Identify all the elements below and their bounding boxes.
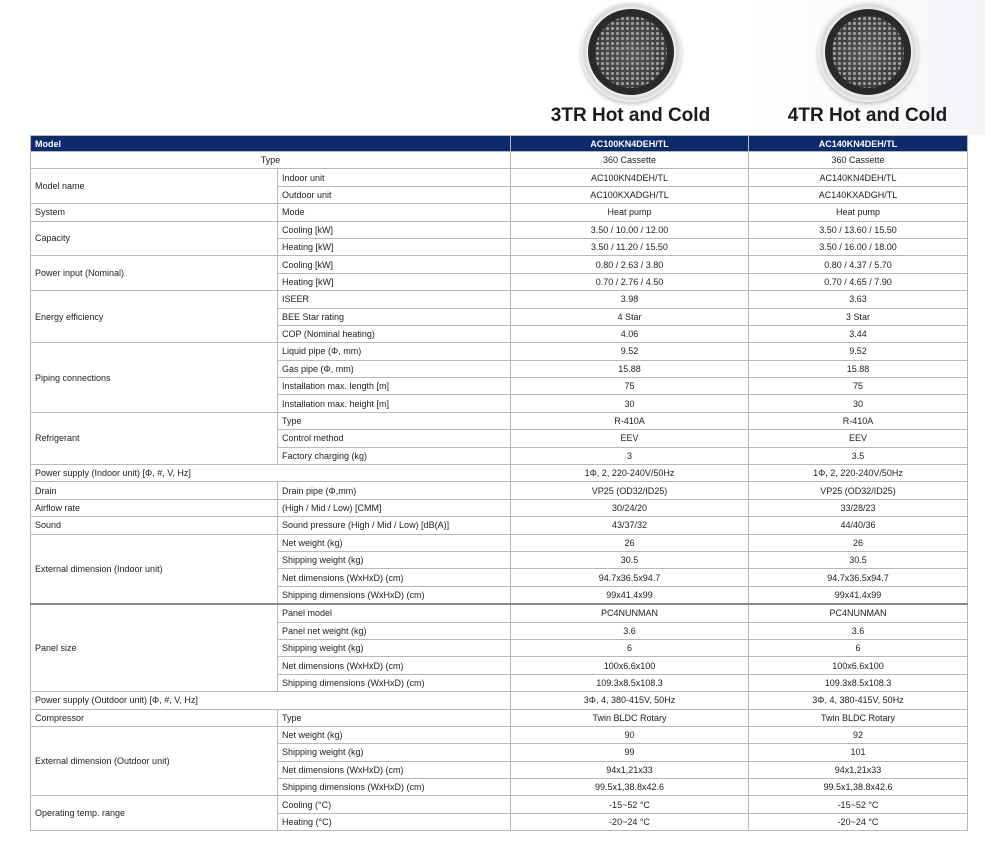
- value-cell: PC4NUNMAN: [749, 604, 968, 622]
- value-cell: 94.7x36.5x94.7: [511, 569, 749, 586]
- subcategory-cell: Panel net weight (kg): [278, 622, 511, 639]
- value-cell: 0.70 / 2.76 / 4.50: [511, 273, 749, 290]
- value-cell: 90: [511, 726, 749, 743]
- table-row: [31, 499, 968, 516]
- value-cell: 3Φ, 4, 380-415V, 50Hz: [511, 692, 749, 709]
- value-cell: 44/40/36: [749, 517, 968, 534]
- value-cell: 1Φ, 2, 220-240V/50Hz: [511, 465, 749, 482]
- value-cell: 100x6.6x100: [511, 657, 749, 674]
- subcategory-cell: Control method: [278, 430, 511, 447]
- table-row: [31, 256, 968, 273]
- value-cell: 33/28/23: [749, 499, 968, 516]
- table-row: [31, 796, 968, 813]
- product-title: 3TR Hot and Cold: [550, 105, 711, 126]
- category-cell: System: [31, 204, 278, 221]
- value-cell: 3.6: [749, 622, 968, 639]
- subcategory-cell: Installation max. height [m]: [278, 395, 511, 412]
- value-cell: 3.63: [749, 291, 968, 308]
- subcategory-cell: Sound pressure (High / Mid / Low) [dB(A)]: [278, 517, 511, 534]
- category-cell: Piping connections: [31, 343, 278, 413]
- value-cell: 3.50 / 10.00 / 12.00: [511, 221, 749, 238]
- value-cell: 99x41.4x99: [749, 586, 968, 604]
- table-row: [31, 204, 968, 221]
- category-cell: Power supply (Indoor unit) [Φ, #, V, Hz]: [31, 465, 511, 482]
- spec-table-body: [31, 152, 968, 831]
- value-cell: -15~52 °C: [749, 796, 968, 813]
- table-row: [31, 709, 968, 726]
- model-1-header: AC100KN4DEH/TL: [511, 136, 749, 152]
- subcategory-cell: Net weight (kg): [278, 534, 511, 551]
- subcategory-cell: Shipping weight (kg): [278, 639, 511, 656]
- model-header: Model: [31, 136, 511, 152]
- value-cell: AC140KXADGH/TL: [749, 186, 968, 203]
- value-cell: AC100KN4DEH/TL: [511, 169, 749, 186]
- table-row: [31, 343, 968, 360]
- subcategory-cell: Cooling [kW]: [278, 256, 511, 273]
- subcategory-cell: Heating [kW]: [278, 273, 511, 290]
- value-cell: Twin BLDC Rotary: [511, 709, 749, 726]
- subcategory-cell: Heating [kW]: [278, 238, 511, 255]
- table-row: [31, 412, 968, 429]
- category-cell: Model name: [31, 169, 278, 204]
- value-cell: EEV: [749, 430, 968, 447]
- value-cell: 3: [511, 447, 749, 464]
- value-cell: 3Φ, 4, 380-415V, 50Hz: [749, 692, 968, 709]
- value-cell: Heat pump: [749, 204, 968, 221]
- value-cell: 9.52: [749, 343, 968, 360]
- value-cell: 30.5: [749, 551, 968, 568]
- subcategory-cell: BEE Star rating: [278, 308, 511, 325]
- value-cell: EEV: [511, 430, 749, 447]
- table-row: [31, 534, 968, 551]
- subcategory-cell: Type: [278, 412, 511, 429]
- category-cell: External dimension (Outdoor unit): [31, 726, 278, 796]
- category-cell: Airflow rate: [31, 499, 278, 516]
- value-cell: 109.3x8.5x108.3: [511, 674, 749, 691]
- value-cell: 4.06: [511, 325, 749, 342]
- value-cell: 26: [749, 534, 968, 551]
- value-cell: 0.80 / 4.37 / 5.70: [749, 256, 968, 273]
- value-cell: -20~24 °C: [749, 813, 968, 830]
- table-row: [31, 726, 968, 743]
- spec-table: [30, 135, 968, 831]
- category-cell: Power input (Nominal): [31, 256, 278, 291]
- value-cell: 30: [511, 395, 749, 412]
- table-header-row: [31, 136, 968, 152]
- value-cell: -15~52 °C: [511, 796, 749, 813]
- value-cell: 3 Star: [749, 308, 968, 325]
- subcategory-cell: ISEER: [278, 291, 511, 308]
- subcategory-cell: Type: [278, 709, 511, 726]
- value-cell: 99x41.4x99: [511, 586, 749, 604]
- subcategory-cell: Panel model: [278, 604, 511, 622]
- value-cell: 94x1,21x33: [749, 761, 968, 778]
- value-cell: 360 Cassette: [749, 152, 968, 169]
- table-row: [31, 152, 968, 169]
- category-cell: Operating temp. range: [31, 796, 278, 831]
- value-cell: 75: [749, 378, 968, 395]
- subcategory-cell: Gas pipe (Φ, mm): [278, 360, 511, 377]
- value-cell: 6: [749, 639, 968, 656]
- value-cell: 99.5x1,38.8x42.6: [511, 779, 749, 796]
- subcategory-cell: Net dimensions (WxHxD) (cm): [278, 761, 511, 778]
- table-row: [31, 291, 968, 308]
- value-cell: 75: [511, 378, 749, 395]
- product-title: 4TR Hot and Cold: [787, 105, 948, 126]
- value-cell: PC4NUNMAN: [511, 604, 749, 622]
- model-2-header: AC140KN4DEH/TL: [749, 136, 968, 152]
- subcategory-cell: Net dimensions (WxHxD) (cm): [278, 657, 511, 674]
- table-row: [31, 221, 968, 238]
- subcategory-cell: Net dimensions (WxHxD) (cm): [278, 569, 511, 586]
- value-cell: AC140KN4DEH/TL: [749, 169, 968, 186]
- value-cell: R-410A: [511, 412, 749, 429]
- type-label: Type: [31, 152, 511, 169]
- value-cell: 94.7x36.5x94.7: [749, 569, 968, 586]
- subcategory-cell: Net weight (kg): [278, 726, 511, 743]
- subcategory-cell: Outdoor unit: [278, 186, 511, 203]
- value-cell: 43/37/32: [511, 517, 749, 534]
- value-cell: 100x6.6x100: [749, 657, 968, 674]
- subcategory-cell: Cooling (°C): [278, 796, 511, 813]
- value-cell: 3.44: [749, 325, 968, 342]
- value-cell: 30/24/20: [511, 499, 749, 516]
- value-cell: 101: [749, 744, 968, 761]
- subcategory-cell: Liquid pipe (Φ, mm): [278, 343, 511, 360]
- product-header-1: [513, 0, 748, 135]
- subcategory-cell: Installation max. length [m]: [278, 378, 511, 395]
- value-cell: 94x1,21x33: [511, 761, 749, 778]
- value-cell: 15.88: [511, 360, 749, 377]
- subcategory-cell: COP (Nominal heating): [278, 325, 511, 342]
- value-cell: 3.98: [511, 291, 749, 308]
- subcategory-cell: Factory charging (kg): [278, 447, 511, 464]
- value-cell: 109.3x8.5x108.3: [749, 674, 968, 691]
- category-cell: Refrigerant: [31, 412, 278, 464]
- value-cell: 99: [511, 744, 749, 761]
- value-cell: AC100KXADGH/TL: [511, 186, 749, 203]
- value-cell: VP25 (OD32/ID25): [749, 482, 968, 499]
- value-cell: Twin BLDC Rotary: [749, 709, 968, 726]
- value-cell: Heat pump: [511, 204, 749, 221]
- value-cell: 3.50 / 11.20 / 15.50: [511, 238, 749, 255]
- subcategory-cell: Shipping dimensions (WxHxD) (cm): [278, 586, 511, 604]
- value-cell: 99.5x1,38.8x42.6: [749, 779, 968, 796]
- subcategory-cell: Shipping dimensions (WxHxD) (cm): [278, 674, 511, 691]
- value-cell: 92: [749, 726, 968, 743]
- table-row: [31, 692, 968, 709]
- value-cell: R-410A: [749, 412, 968, 429]
- subcategory-cell: Mode: [278, 204, 511, 221]
- category-cell: Drain: [31, 482, 278, 499]
- ceiling-cassette-unit-icon: [818, 2, 918, 102]
- category-cell: Sound: [31, 517, 278, 534]
- value-cell: 6: [511, 639, 749, 656]
- value-cell: VP25 (OD32/ID25): [511, 482, 749, 499]
- subcategory-cell: Shipping weight (kg): [278, 744, 511, 761]
- product-header-2: [750, 0, 985, 135]
- category-cell: Compressor: [31, 709, 278, 726]
- category-cell: Energy efficiency: [31, 291, 278, 343]
- table-row: [31, 169, 968, 186]
- category-cell: External dimension (Indoor unit): [31, 534, 278, 604]
- subcategory-cell: Drain pipe (Φ,mm): [278, 482, 511, 499]
- value-cell: 9.52: [511, 343, 749, 360]
- subcategory-cell: Shipping weight (kg): [278, 551, 511, 568]
- value-cell: 3.6: [511, 622, 749, 639]
- value-cell: -20~24 °C: [511, 813, 749, 830]
- category-cell: Capacity: [31, 221, 278, 256]
- value-cell: 360 Cassette: [511, 152, 749, 169]
- value-cell: 0.80 / 2.63 / 3.80: [511, 256, 749, 273]
- value-cell: 30: [749, 395, 968, 412]
- subcategory-cell: Heating (°C): [278, 813, 511, 830]
- value-cell: 0.70 / 4.65 / 7.90: [749, 273, 968, 290]
- table-row: [31, 517, 968, 534]
- value-cell: 26: [511, 534, 749, 551]
- category-cell: Panel size: [31, 604, 278, 691]
- category-cell: Power supply (Outdoor unit) [Φ, #, V, Hz]: [31, 692, 511, 709]
- subcategory-cell: Indoor unit: [278, 169, 511, 186]
- table-row: [31, 465, 968, 482]
- value-cell: 3.50 / 16.00 / 18.00: [749, 238, 968, 255]
- value-cell: 3.5: [749, 447, 968, 464]
- subcategory-cell: Shipping dimensions (WxHxD) (cm): [278, 779, 511, 796]
- value-cell: 1Φ, 2, 220-240V/50Hz: [749, 465, 968, 482]
- table-row: [31, 604, 968, 622]
- ceiling-cassette-unit-icon: [581, 2, 681, 102]
- value-cell: 4 Star: [511, 308, 749, 325]
- subcategory-cell: (High / Mid / Low) [CMM]: [278, 499, 511, 516]
- subcategory-cell: Cooling [kW]: [278, 221, 511, 238]
- table-row: [31, 482, 968, 499]
- value-cell: 3.50 / 13.60 / 15.50: [749, 221, 968, 238]
- value-cell: 15.88: [749, 360, 968, 377]
- value-cell: 30.5: [511, 551, 749, 568]
